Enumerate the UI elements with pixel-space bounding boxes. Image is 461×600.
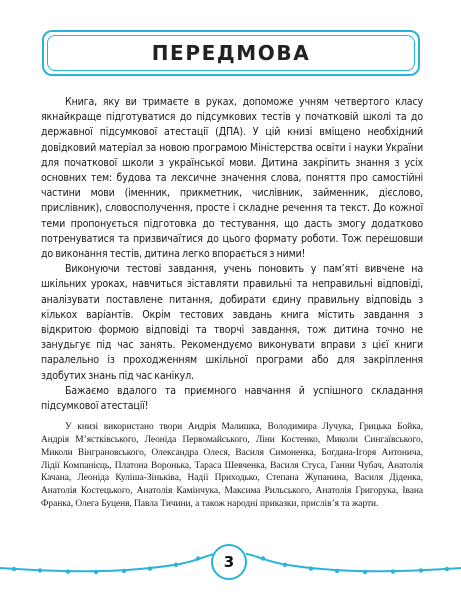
- title-box: [42, 30, 420, 76]
- paragraph-tests: Виконуючи тестові завдання, учень поновить у пам’яті вивчене на шкільних уроках, навчиться зіставляти правильні та неправильні відповіді, аналізувати поставлене питання, добирати єдину правильну відповідь з кількох варіантів. Окрім тестових завдань книга містить завдання з відкритою формою відповіді та творчі завдання, тож дитина точно не занудьгує під час занять. Рекомендуємо виконувати вправи з цієї книги паралельно із проходженням шкільної програми або для закріплення здобутих знань під час канікул.: [41, 263, 423, 382]
- page-number: 3: [223, 553, 235, 571]
- page-title: ПЕРЕДМОВА: [151, 41, 311, 65]
- paragraph-intro: Книга, яку ви тримаєте в руках, допоможе учням четвертого класу якнайкраще підготуватися до підсумкових тестів у початковій школі та до державної підсумкової атестації (ДПА). У цій книзі вміщено необхідний довідковий матеріал за новою програмою Міністерства освіти і науки України для початкової школи з української мови. Дитина закріпить знання з усіх основних тем: будова та лексичне значення слова, поняття про самостійні частини мови (іменник, прикметник, числівник, займенник, дієслово, прислівник), словосполучення, просте і складне речення та текст. До кожної теми пропонується підготовка до тестування, що дасть змогу додатково потренуватися та призвичаїтися до цього формату роботи. Тож перешовши до виконання тестів, дитина легко впорається з ними!: [41, 96, 423, 261]
- main-text: [41, 95, 423, 511]
- paragraph-wishes: Бажаємо вдалого та приємного навчання й успішного складання підсумкової атестації!: [41, 384, 423, 413]
- page-number-badge: [211, 544, 247, 580]
- authors-note: У книзі використано твори Андрія Малишка, Володимира Лучука, Грицька Бойка, Андрія М’ястківського, Леоніда Первомайського, Ліни Костенко, Миколи Сингаївського, Миколи Вінграновського, Олександра Олеся, Василя Симоненка, Богдана-Ігоря Антонича, Лідії Компанієць, Платона Воронька, Тараса Шевченка, Василя Стуса, Ганни Чубач, Анатолія Качана, Леоніда Куліша-Зіньківа, Надії Приходько, Степана Жупанина, Василя Діденка, Анатолія Костецького, Анатолія Камінчука, Максима Рильського, Анатолія Григорука, Івана Франка, Олега Буценя, Павла Тичини, а також народні приказки, прислів’я та жарти.: [41, 422, 423, 510]
